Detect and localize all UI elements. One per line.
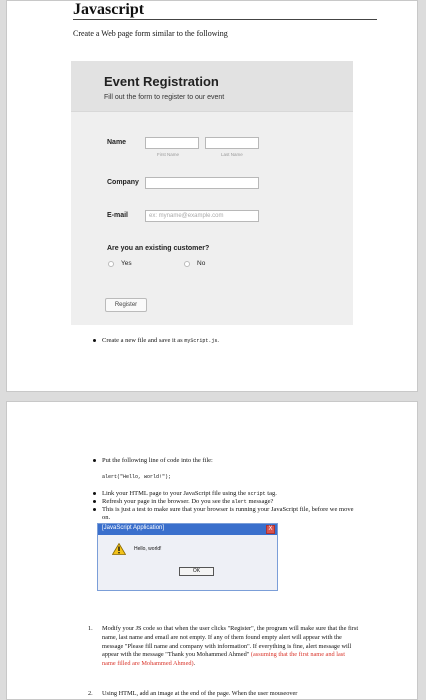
first-name-input[interactable] <box>145 137 199 149</box>
bullet-dot <box>93 508 96 511</box>
warning-icon <box>112 543 126 555</box>
form-title: Event Registration <box>104 74 219 89</box>
alert-title: [JavaScript Application] <box>102 525 165 531</box>
bullet-link-html: Link your HTML page to your JavaScript file using the script tag. <box>102 490 277 498</box>
first-name-hint: First Name <box>157 152 180 157</box>
email-input[interactable]: ex: myname@example.com <box>145 210 259 222</box>
bullet-create-file: Create a new file and save it as myScript.js. <box>102 337 219 345</box>
document-page-1 <box>6 0 418 392</box>
item-number: 1. <box>88 625 93 632</box>
intro-text: Create a Web page form similar to the following <box>73 29 228 38</box>
yes-radio[interactable] <box>108 261 114 267</box>
last-name-hint: Last Name <box>221 152 243 157</box>
name-label: Name <box>107 139 127 146</box>
ok-button[interactable]: OK <box>179 567 214 576</box>
registration-form <box>71 61 353 325</box>
filename-code: myScript.js <box>184 338 218 344</box>
bullet-put-code: Put the following line of code into the file: <box>102 457 213 465</box>
code-sample: alert("Hello, world!"); <box>102 474 172 480</box>
close-icon[interactable]: X <box>266 525 275 534</box>
numbered-item-2: 2. Using HTML, add an image at the end of the page. When the user mouseover <box>88 690 298 697</box>
email-label: E-mail <box>107 212 129 219</box>
form-header <box>71 61 353 112</box>
company-input[interactable] <box>145 177 259 189</box>
register-button[interactable]: Register <box>105 298 147 312</box>
bullet-dot <box>93 500 96 503</box>
no-radio[interactable] <box>184 261 190 267</box>
alert-dialog <box>97 523 278 591</box>
document-title: Javascript <box>73 1 145 18</box>
last-name-input[interactable] <box>205 137 259 149</box>
company-label: Company <box>107 179 139 186</box>
customer-question: Are you an existing customer? <box>107 245 210 252</box>
bullet-refresh: Refresh your page in the browser. Do you see the alert message? <box>102 498 273 506</box>
red-note: (assuming that the first name and last name filled are Mohammed Ahmed) <box>102 651 345 668</box>
bullet-dot <box>93 339 96 342</box>
alert-message: Hello, world! <box>134 546 162 552</box>
document-page-2 <box>6 401 418 700</box>
form-subtitle: Fill out the form to register to our event <box>104 94 225 101</box>
bullet-dot <box>93 492 96 495</box>
item-number: 2. <box>88 690 93 697</box>
numbered-item-1: 1. Modify your JS code so that when the user clicks "Register", the program will make sure that the first name, last name and email are not empty. If any of them found empty alert will appear with the message "Please fill name and company with information". If everything is fine, alert message will appear with the message "Thank you Mohammed Ahmed" (assuming that the first name and last name filled are Mohammed Ahmed). <box>88 625 359 668</box>
no-label: No <box>197 260 206 267</box>
alert-titlebar <box>98 524 277 535</box>
bullet-dot <box>93 459 96 462</box>
title-underline <box>73 19 377 20</box>
bullet-test-note: This is just a test to make sure that your browser is running your JavaScript file, before we move on. <box>102 506 362 522</box>
yes-label: Yes <box>121 260 132 267</box>
